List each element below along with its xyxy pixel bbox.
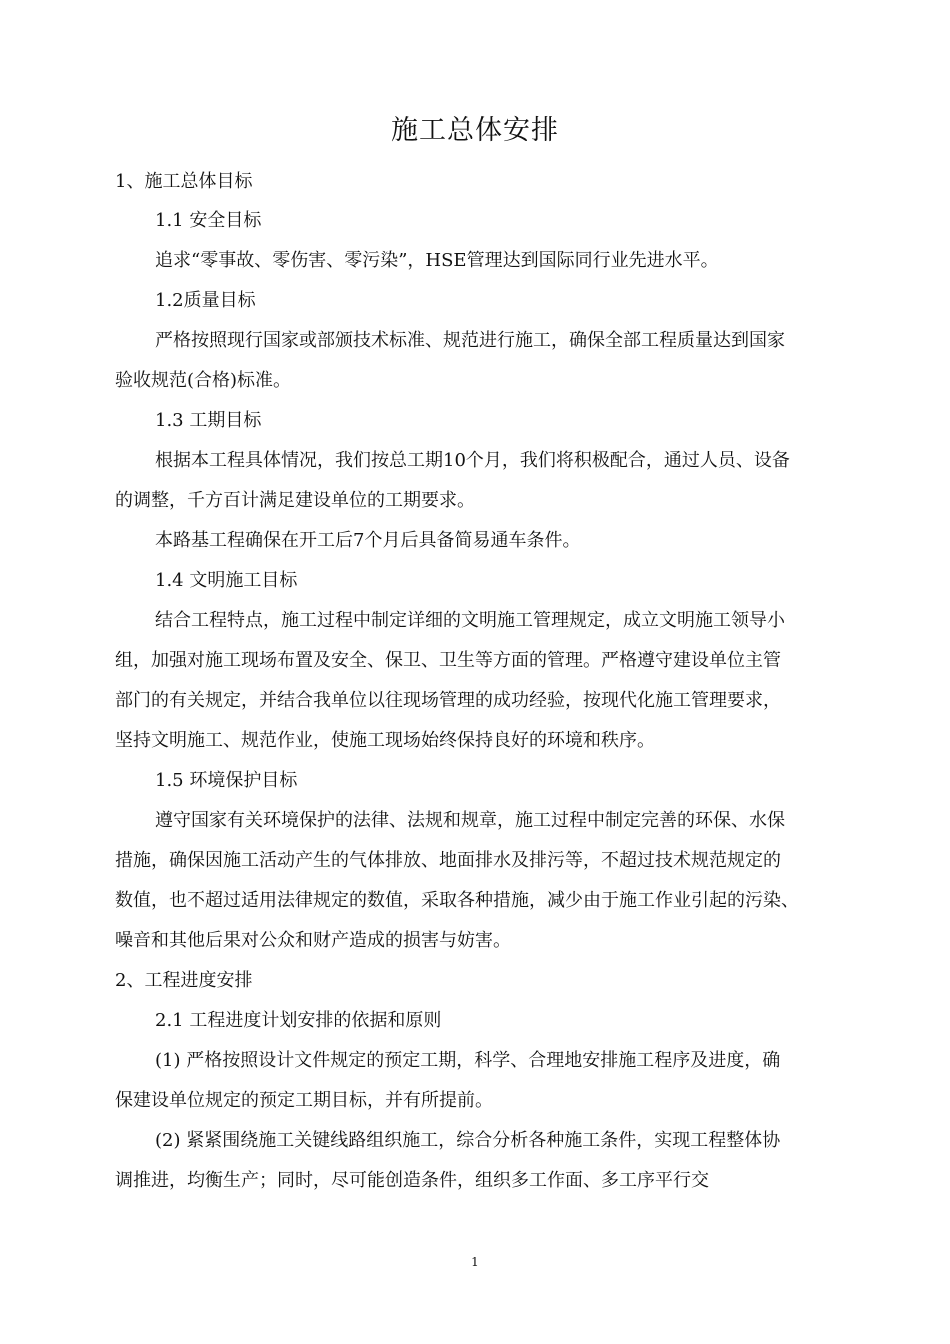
page-number: 1 bbox=[471, 1255, 479, 1269]
paragraph-line: 噪音和其他后果对公众和财产造成的损害与妨害。 bbox=[115, 930, 511, 951]
paragraph-line: (1) 严格按照设计文件规定的预定工期，科学、合理地安排施工程序及进度，确 bbox=[155, 1050, 781, 1071]
paragraph-line: 的调整，千方百计满足建设单位的工期要求。 bbox=[115, 490, 475, 511]
paragraph-line: 数值，也不超过适用法律规定的数值，采取各种措施，减少由于施工作业引起的污染、 bbox=[115, 890, 799, 911]
subsection-heading-1-1: 1.1 安全目标 bbox=[155, 210, 262, 231]
subsection-heading-1-5: 1.5 环境保护目标 bbox=[155, 770, 298, 791]
paragraph-line: 保建设单位规定的预定工期目标，并有所提前。 bbox=[115, 1090, 493, 1111]
paragraph-line: 根据本工程具体情况，我们按总工期10个月，我们将积极配合，通过人员、设备 bbox=[155, 450, 790, 471]
paragraph-line: 组，加强对施工现场布置及安全、保卫、卫生等方面的管理。严格遵守建设单位主管 bbox=[115, 650, 781, 671]
subsection-heading-1-4: 1.4 文明施工目标 bbox=[155, 570, 298, 591]
paragraph-line: 严格按照现行国家或部颁技术标准、规范进行施工，确保全部工程质量达到国家 bbox=[155, 330, 785, 351]
subsection-heading-2-1: 2.1 工程进度计划安排的依据和原则 bbox=[155, 1010, 442, 1031]
paragraph-line: 坚持文明施工、规范作业，使施工现场始终保持良好的环境和秩序。 bbox=[115, 730, 655, 751]
paragraph-line: (2) 紧紧围绕施工关键线路组织施工，综合分析各种施工条件，实现工程整体协 bbox=[155, 1130, 781, 1151]
paragraph-line: 调推进，均衡生产；同时，尽可能创造条件，组织多工作面、多工序平行交 bbox=[115, 1170, 709, 1191]
subsection-heading-1-2: 1.2质量目标 bbox=[155, 290, 256, 311]
paragraph-line: 部门的有关规定，并结合我单位以往现场管理的成功经验，按现代化施工管理要求， bbox=[115, 690, 781, 711]
paragraph-line: 验收规范(合格)标准。 bbox=[115, 370, 292, 391]
subsection-heading-1-3: 1.3 工期目标 bbox=[155, 410, 262, 431]
paragraph-line: 遵守国家有关环境保护的法律、法规和规章，施工过程中制定完善的环保、水保 bbox=[155, 810, 785, 831]
paragraph-line: 本路基工程确保在开工后7个月后具备简易通车条件。 bbox=[155, 530, 581, 551]
section-heading-1: 1、施工总体目标 bbox=[115, 171, 253, 192]
paragraph-line: 追求“零事故、零伤害、零污染”，HSE管理达到国际同行业先进水平。 bbox=[155, 250, 719, 271]
document-title: 施工总体安排 bbox=[391, 115, 559, 146]
section-heading-2: 2、工程进度安排 bbox=[115, 970, 253, 991]
paragraph-line: 结合工程特点，施工过程中制定详细的文明施工管理规定，成立文明施工领导小 bbox=[155, 610, 785, 631]
paragraph-line: 措施，确保因施工活动产生的气体排放、地面排水及排污等，不超过技术规范规定的 bbox=[115, 850, 781, 871]
